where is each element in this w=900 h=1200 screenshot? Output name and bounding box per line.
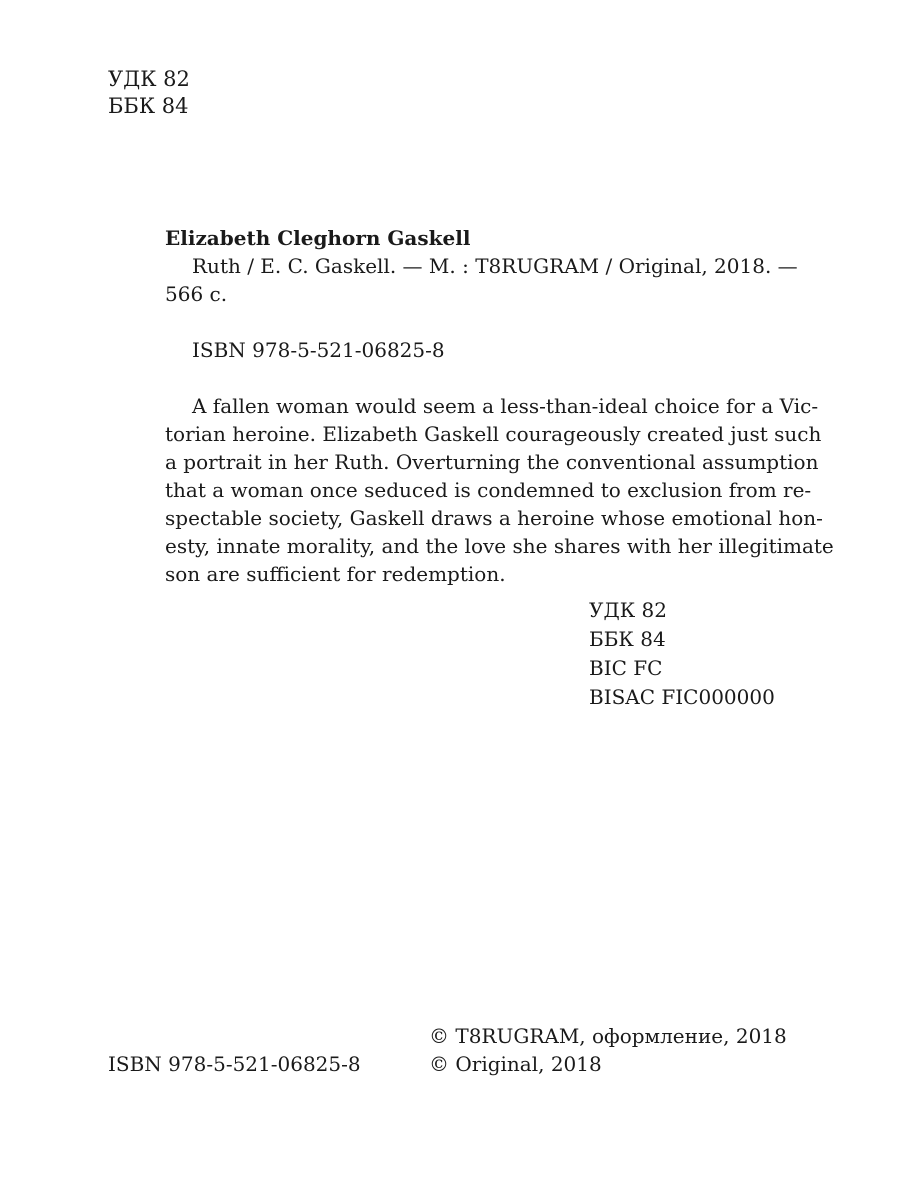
- bibliographic-reference-line-2: 566 с.: [165, 282, 228, 306]
- annotation-line: A fallen woman would seem a less-than-ideal choice for a Vic-: [192, 394, 819, 418]
- udk-code: УДК 82: [108, 67, 190, 91]
- bibliographic-reference-line-1: Ruth / E. C. Gaskell. — M. : T8RUGRAM / Original, 2018. —: [192, 254, 798, 278]
- annotation-line: son are sufficient for redemption.: [165, 562, 506, 586]
- annotation-line: a portrait in her Ruth. Overturning the conventional assumption: [165, 450, 819, 474]
- copyright-block: [429, 1022, 787, 1078]
- bibliographic-block: [165, 224, 834, 588]
- annotation-paragraph: [165, 392, 834, 588]
- bisac-code: BISAC FIC000000: [589, 685, 775, 709]
- footer-isbn: ISBN 978-5-521-06825-8: [108, 1052, 361, 1076]
- bbk-code: ББК 84: [589, 627, 666, 651]
- annotation-line: esty, innate morality, and the love she shares with her illegitimate: [165, 534, 834, 558]
- isbn-number: ISBN 978-5-521-06825-8: [192, 338, 445, 362]
- bbk-code: ББК 84: [108, 94, 189, 118]
- top-classification: [108, 66, 190, 120]
- annotation-line: torian heroine. Elizabeth Gaskell courageously created just such: [165, 422, 822, 446]
- author-name: Elizabeth Cleghorn Gaskell: [165, 226, 471, 250]
- udk-code: УДК 82: [589, 598, 667, 622]
- copyright-line-publisher: © Original, 2018: [429, 1052, 602, 1076]
- annotation-line: that a woman once seduced is condemned to exclusion from re-: [165, 478, 812, 502]
- copyright-line-design: © T8RUGRAM, оформление, 2018: [429, 1024, 787, 1048]
- bic-code: BIC FC: [589, 656, 663, 680]
- classification-codes: [589, 596, 775, 712]
- annotation-line: spectable society, Gaskell draws a heroine whose emotional hon-: [165, 506, 823, 530]
